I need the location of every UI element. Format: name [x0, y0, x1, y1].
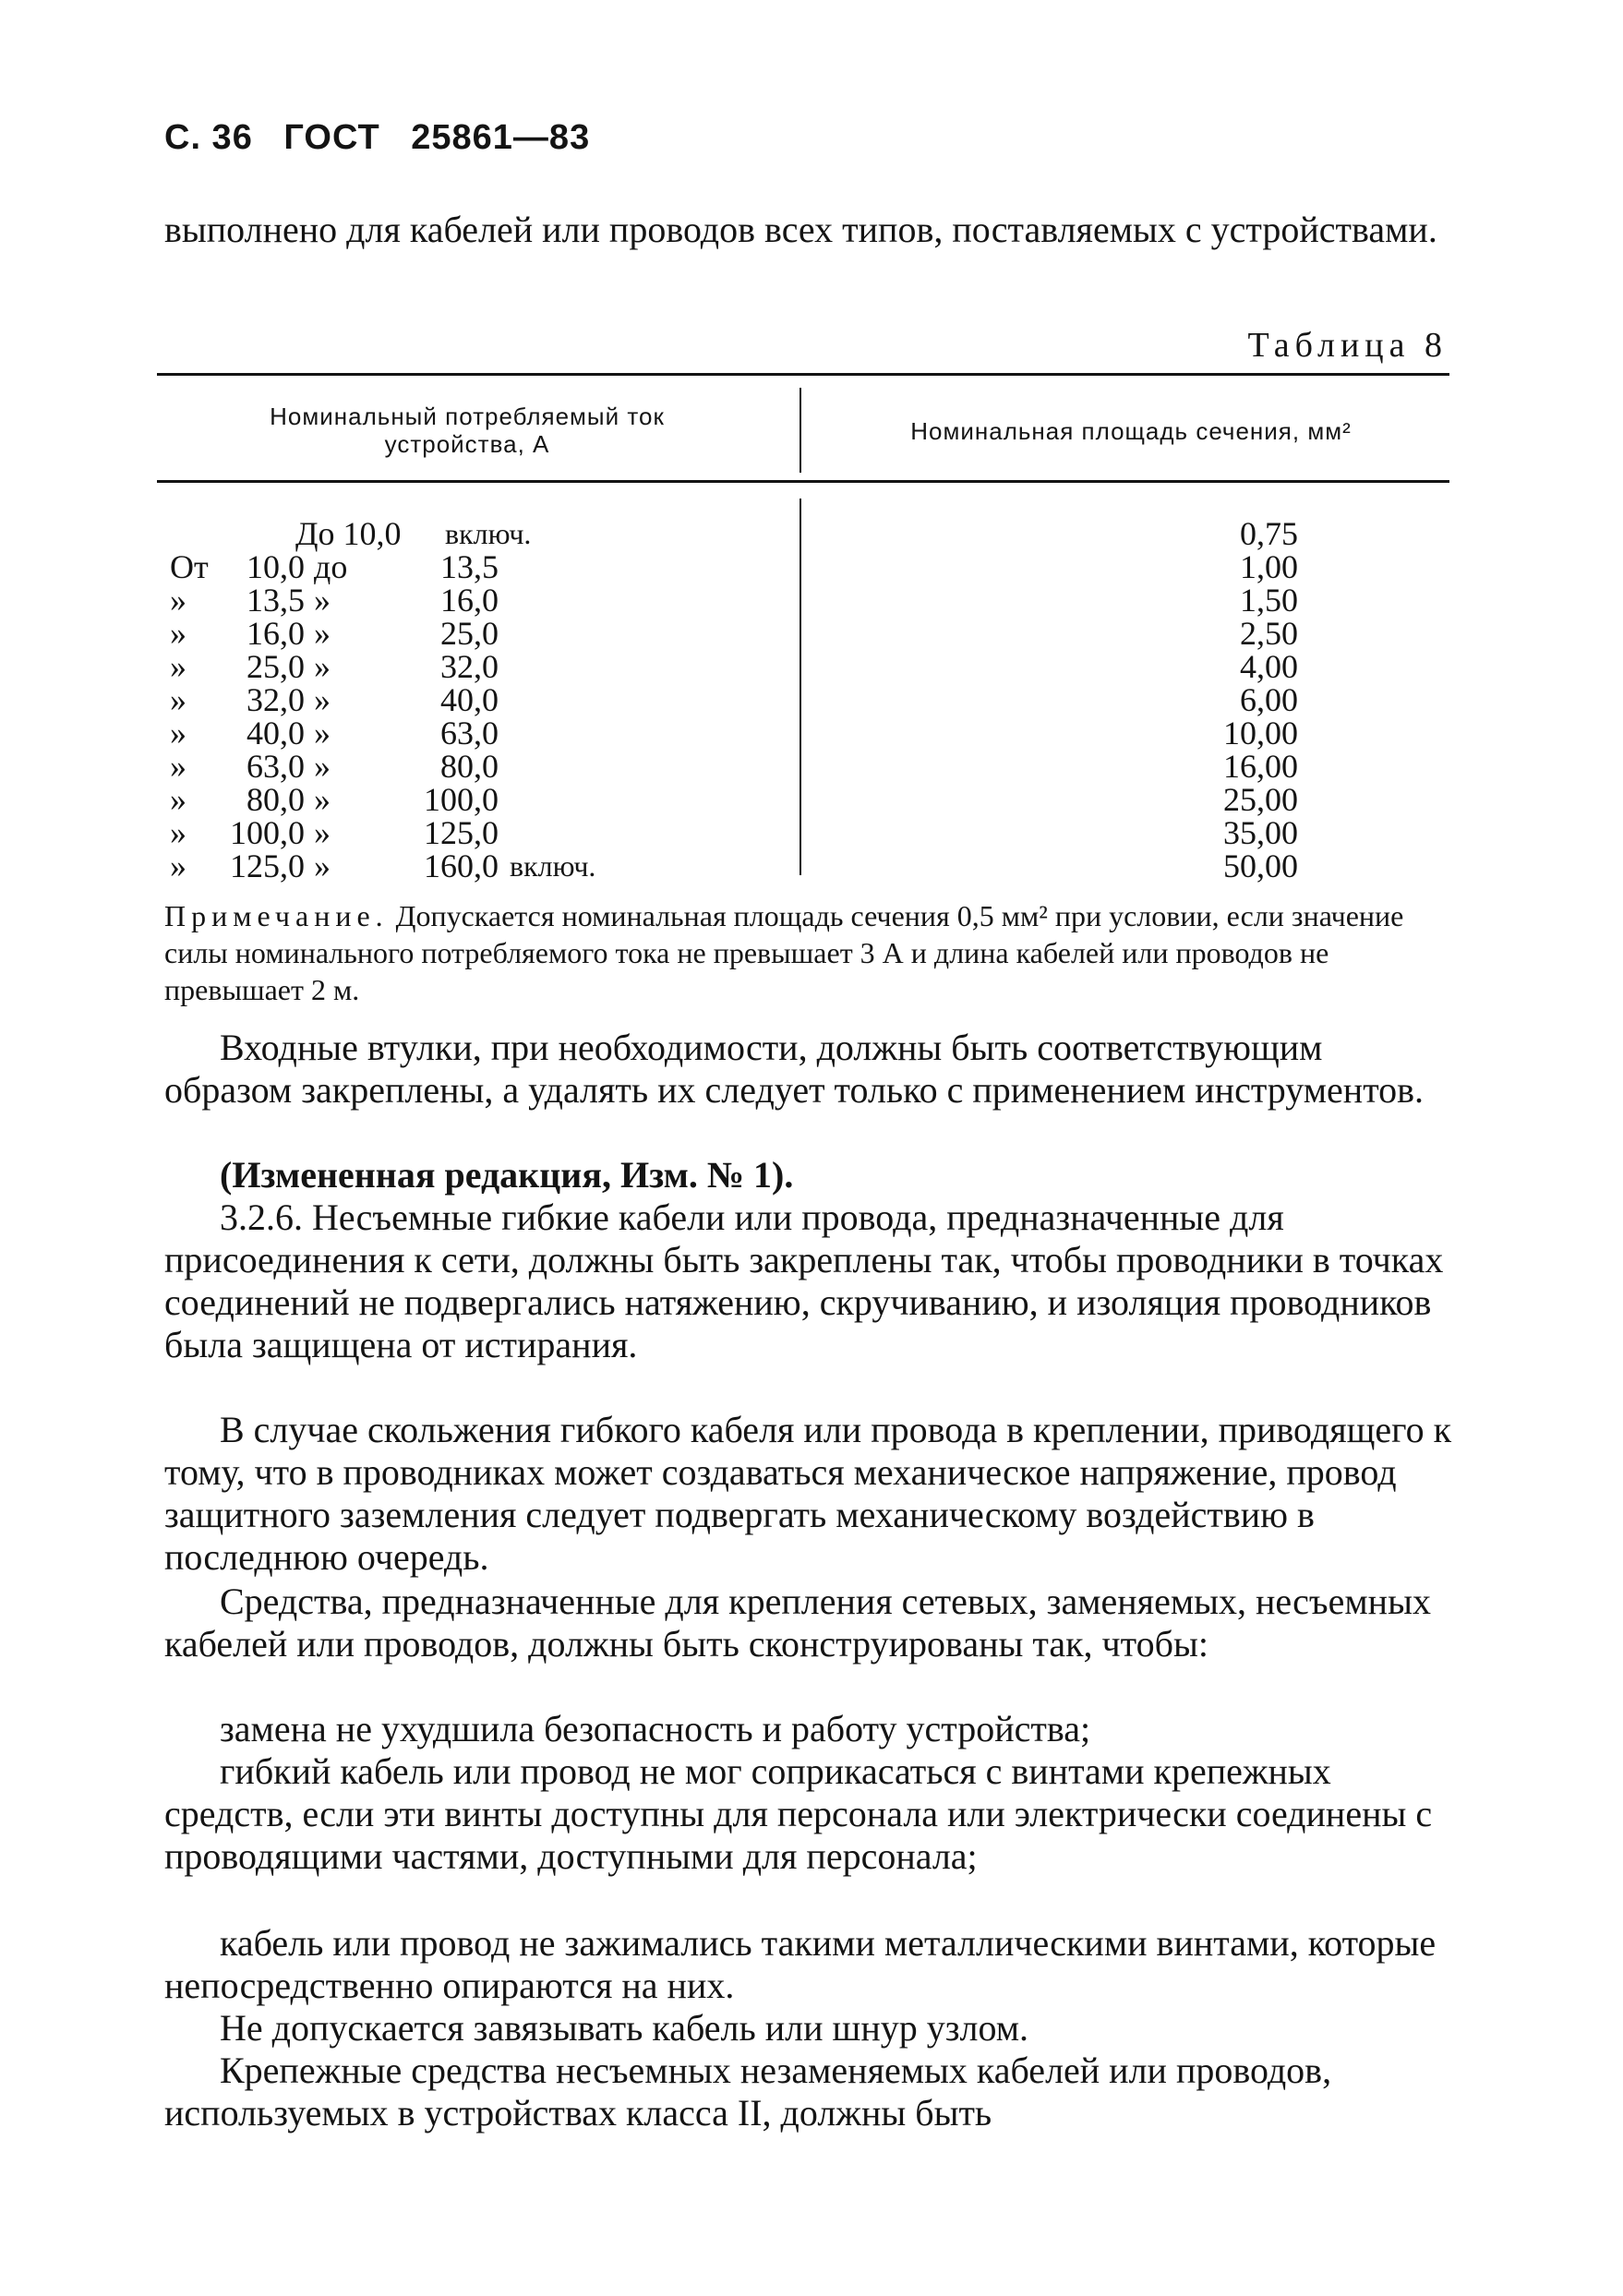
paragraph-input-bushings: Входные втулки, при необходимости, должны быть соответствующим образом закреплены, а удалять их следует только с применением инструментов.	[164, 1027, 1425, 1111]
range-from: 25,0	[246, 648, 305, 685]
range-from: 80,0	[246, 781, 305, 818]
standard-label: ГОСТ	[283, 118, 380, 157]
table-row	[157, 550, 1449, 583]
range-from: 32,0	[246, 681, 305, 718]
standard-number: 25861—83	[411, 118, 591, 157]
page-number: С. 36	[164, 118, 253, 157]
range-to: 16,0	[440, 582, 499, 619]
table-top-rule	[157, 373, 1449, 376]
intro-paragraph: выполнено для кабелей или проводов всех типов, поставляемых с устройствами.	[164, 209, 1437, 250]
range-to: 125,0	[424, 814, 499, 851]
range-prefix: »	[170, 781, 186, 818]
section-area-cell: 10,00	[1223, 715, 1298, 751]
range-prefix: »	[170, 681, 186, 718]
range-from: 63,0	[246, 748, 305, 785]
table-row	[157, 816, 1449, 849]
table-row	[157, 617, 1449, 650]
table-row	[157, 650, 1449, 683]
table-row	[157, 750, 1449, 783]
range-connector: »	[314, 781, 331, 818]
page-header	[164, 118, 610, 158]
range-prefix: »	[170, 648, 186, 685]
range-prefix: От	[170, 548, 209, 585]
range-connector: »	[314, 681, 331, 718]
paragraph-fixing-means: Средства, предназначенные для крепления сетевых, заменяемых, несъемных кабелей или проводов, должны быть сконструированы так, чтобы:	[164, 1581, 1431, 1665]
section-area-cell: 50,00	[1223, 847, 1298, 884]
section-area-cell: 4,00	[1240, 648, 1298, 685]
table-row	[157, 517, 1449, 550]
note-label: Примечание.	[164, 899, 389, 932]
paragraph-screws-contact: гибкий кабель или провод не мог соприкасаться с винтами крепежных средств, если эти винты доступны для персонала или электрически соединены с проводящими частями, доступными для персонала;	[164, 1750, 1433, 1877]
table-row	[157, 716, 1449, 750]
table-row	[157, 783, 1449, 816]
range-to: 63,0	[440, 715, 499, 751]
range-connector: »	[314, 615, 331, 652]
range-to: 160,0	[424, 847, 499, 884]
table-caption: Таблица 8	[1247, 326, 1448, 365]
section-area-cell: 35,00	[1223, 814, 1298, 851]
range-connector: »	[314, 715, 331, 751]
range-prefix: »	[170, 715, 186, 751]
paragraph-amendment: (Измененная редакция, Изм. № 1).	[220, 1154, 794, 1196]
range-connector: »	[314, 648, 331, 685]
table-row	[157, 849, 1449, 883]
range-suffix: включ.	[445, 517, 532, 550]
paragraph-no-knots: Не допускается завязывать кабель или шнур узлом.	[220, 2007, 1029, 2049]
range-from: 13,5	[246, 582, 305, 619]
table-row	[157, 583, 1449, 617]
range-from: 100,0	[230, 814, 305, 851]
section-area-cell: 0,75	[1240, 515, 1298, 552]
range-from: 10,0	[246, 548, 305, 585]
range-to: 40,0	[440, 681, 499, 718]
table-note	[164, 897, 1448, 1008]
section-area-cell: 16,00	[1223, 748, 1298, 785]
range-to: 80,0	[440, 748, 499, 785]
range-prefix: »	[170, 814, 186, 851]
range-connector: »	[314, 748, 331, 785]
range-to: 32,0	[440, 648, 499, 685]
section-area-cell: 1,50	[1240, 582, 1298, 619]
range-connector: »	[314, 847, 331, 884]
table-header-rule	[157, 480, 1449, 483]
range-suffix: включ.	[510, 849, 596, 883]
range-prefix: »	[170, 847, 186, 884]
range-connector: до	[314, 548, 348, 585]
table-header-divider	[799, 388, 801, 473]
range-prefix: »	[170, 748, 186, 785]
range-from: 125,0	[230, 847, 305, 884]
section-area-cell: 25,00	[1223, 781, 1298, 818]
table-row	[157, 683, 1449, 716]
section-area-cell: 2,50	[1240, 615, 1298, 652]
range-prefix: »	[170, 615, 186, 652]
paragraph-cable-slip: В случае скольжения гибкого кабеля или провода в креплении, приводящего к тому, что в проводниках может создаваться механическое напряжение, провод защитного заземления следует подвергать механическому воздействию в последнюю очередь.	[164, 1409, 1452, 1578]
paragraph-replacement: замена не ухудшила безопасность и работу устройства;	[220, 1708, 1091, 1749]
range-connector: »	[314, 582, 331, 619]
range-from: 40,0	[246, 715, 305, 751]
range-to: 100,0	[424, 781, 499, 818]
range-from: 16,0	[246, 615, 305, 652]
range-to: 25,0	[440, 615, 499, 652]
table-col1-header: Номинальный потребляемый ток устройства, А	[270, 403, 665, 458]
range-to: 13,5	[440, 548, 499, 585]
range-prefix: »	[170, 582, 186, 619]
range-connector: »	[314, 814, 331, 851]
range-from: До 10,0	[295, 515, 402, 552]
table-col2-header: Номинальная площадь сечения, мм²	[910, 417, 1352, 445]
section-area-cell: 1,00	[1240, 548, 1298, 585]
note-text: Допускается номинальная площадь сечения 0,5 мм² при условии, если значение силы номинального потребляемого тока не превышает 3 А и длина кабелей или проводов не превышает 2 м.	[164, 899, 1404, 1006]
section-area-cell: 6,00	[1240, 681, 1298, 718]
paragraph-metal-screws: кабель или провод не зажимались такими металлическими винтами, которые непосредственно опираются на них.	[164, 1922, 1437, 2006]
paragraph-3-2-6: 3.2.6. Несъемные гибкие кабели или провода, предназначенные для присоединения к сети, должны быть закреплены так, чтобы проводники в точках соединений не подвергались натяжению, скручиванию, и изоляция проводников была защищена от истирания.	[164, 1196, 1444, 1365]
paragraph-class-ii: Крепежные средства несъемных незаменяемых кабелей или проводов, используемых в устройствах класса II, должны быть	[164, 2050, 1332, 2134]
